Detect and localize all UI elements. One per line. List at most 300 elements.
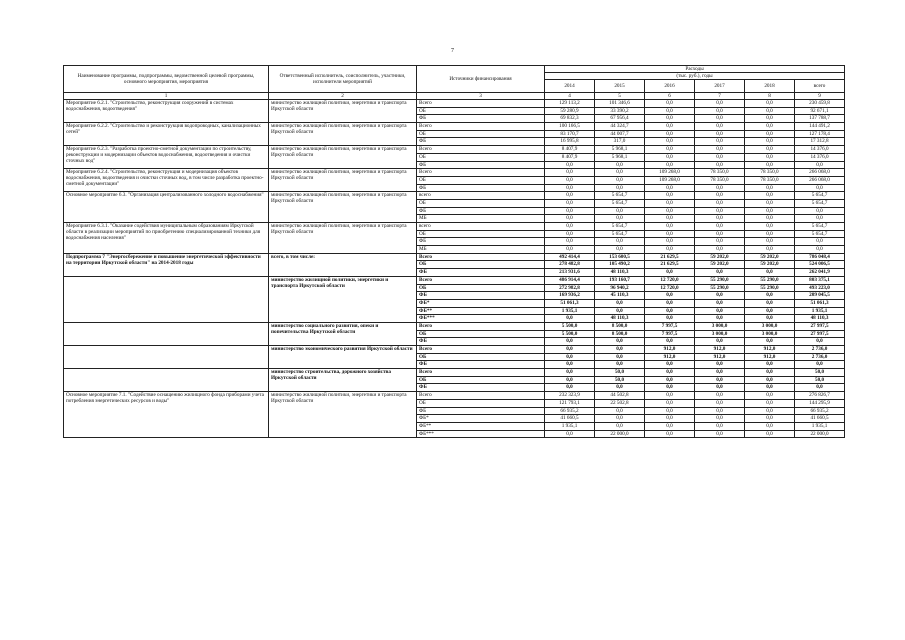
amount-cell: 230 459,8: [795, 100, 845, 108]
table-row: [64, 276, 845, 284]
amount-cell: 33 390,2: [595, 107, 645, 115]
responsible-cell: министерство жилищной политики, энергетики и транспорта Иркутской области: [269, 100, 417, 123]
funding-source-cell: ФБ: [417, 361, 545, 369]
amount-cell: 5 654,7: [595, 223, 645, 231]
amount-cell: 45 110,3: [595, 292, 645, 300]
amount-cell: 1 935,1: [795, 307, 845, 315]
amount-cell: 0,0: [695, 384, 745, 392]
amount-cell: 0,0: [745, 138, 795, 146]
amount-cell: 0,0: [745, 207, 795, 215]
table-row: [64, 100, 845, 108]
funding-source-cell: ОБ: [417, 230, 545, 238]
amount-cell: 1 935,1: [545, 422, 595, 430]
amount-cell: 22 000,0: [595, 430, 645, 438]
amount-cell: 1 935,1: [795, 422, 845, 430]
amount-cell: 493 223,0: [795, 284, 845, 292]
responsible-cell: министерство строительства, дорожного хозяйства Иркутской области: [269, 369, 417, 392]
amount-cell: 272 982,8: [545, 284, 595, 292]
table-row: [64, 253, 845, 261]
amount-cell: 109 268,0: [645, 169, 695, 177]
amount-cell: 0,0: [595, 338, 645, 346]
funding-source-cell: ФБ: [417, 184, 545, 192]
amount-cell: 0,0: [695, 376, 745, 384]
amount-cell: 59 202,0: [695, 253, 745, 261]
budget-table: [63, 65, 845, 438]
funding-source-cell: ОБ: [417, 353, 545, 361]
table-row: [64, 223, 845, 231]
amount-cell: 0,0: [545, 361, 595, 369]
amount-cell: 0,0: [645, 192, 695, 200]
amount-cell: 44 324,7: [595, 123, 645, 131]
amount-cell: 0,0: [545, 353, 595, 361]
amount-cell: 5 654,7: [795, 223, 845, 231]
amount-cell: 5 654,7: [795, 199, 845, 207]
amount-cell: 0,0: [695, 123, 745, 131]
amount-cell: 169 936,2: [545, 292, 595, 300]
amount-cell: 0,0: [545, 176, 595, 184]
amount-cell: 912,0: [745, 353, 795, 361]
header-responsible: Ответственный исполнитель, соисполнитель, участники, исполнители мероприятий: [269, 66, 417, 93]
amount-cell: 0,0: [645, 123, 695, 131]
amount-cell: 0,0: [645, 184, 695, 192]
amount-cell: 0,0: [745, 392, 795, 400]
amount-cell: 0,0: [695, 269, 745, 277]
col-number: 4: [545, 93, 595, 100]
amount-cell: 17 312,8: [795, 138, 845, 146]
amount-cell: 0,0: [695, 369, 745, 377]
amount-cell: 912,0: [745, 346, 795, 354]
amount-cell: 0,0: [795, 161, 845, 169]
table-row: [64, 392, 845, 400]
amount-cell: 0,0: [745, 100, 795, 108]
amount-cell: 55 290,0: [695, 276, 745, 284]
amount-cell: 55 290,0: [745, 284, 795, 292]
amount-cell: 105 490,2: [595, 261, 645, 269]
amount-cell: 50,0: [595, 376, 645, 384]
amount-cell: 50,0: [795, 376, 845, 384]
amount-cell: 0,0: [645, 215, 695, 223]
responsible-cell: министерство жилищной политики, энергетики и транспорта Иркутской области: [269, 192, 417, 223]
program-name-cell: Подпрограмма 7 "Энергосбережение и повышение энергетической эффективности на территории Иркутской области" на 2014-2018 годы: [64, 253, 269, 276]
funding-source-cell: ФБ: [417, 238, 545, 246]
header-year: 2014: [545, 80, 595, 93]
amount-cell: 0,0: [545, 207, 595, 215]
program-name-cell: [64, 276, 269, 322]
amount-cell: 0,0: [795, 246, 845, 254]
program-name-cell: Мероприятие 6.3.1. "Оказание содействия муниципальным образованиям Иркутской области в реализации мероприятий по приобретению специализированной техники для водоснабжения населения": [64, 223, 269, 254]
amount-cell: 0,0: [795, 384, 845, 392]
amount-cell: 0,0: [695, 153, 745, 161]
amount-cell: 22 502,8: [595, 399, 645, 407]
amount-cell: 92 671,1: [795, 107, 845, 115]
amount-cell: 0,0: [695, 146, 745, 154]
amount-cell: 0,0: [545, 184, 595, 192]
amount-cell: 14 376,0: [795, 146, 845, 154]
amount-cell: 50,0: [595, 369, 645, 377]
funding-source-cell: ФБ***: [417, 315, 545, 323]
amount-cell: 0,0: [745, 246, 795, 254]
amount-cell: 0,0: [595, 246, 645, 254]
amount-cell: 3 000,0: [695, 330, 745, 338]
amount-cell: 121 793,1: [545, 399, 595, 407]
amount-cell: 912,0: [695, 346, 745, 354]
amount-cell: 0,0: [595, 407, 645, 415]
amount-cell: 0,0: [695, 422, 745, 430]
responsible-cell: всего, в том числе:: [269, 253, 417, 276]
program-name-cell: [64, 322, 269, 345]
program-name-cell: [64, 346, 269, 369]
amount-cell: 0,0: [595, 161, 645, 169]
amount-cell: 0,0: [695, 338, 745, 346]
amount-cell: 0,0: [695, 299, 745, 307]
amount-cell: 232 323,9: [545, 392, 595, 400]
responsible-cell: министерство социального развития, опеки и попечительства Иркутской области: [269, 322, 417, 345]
amount-cell: 21 629,5: [645, 253, 695, 261]
amount-cell: 0,0: [745, 338, 795, 346]
header-year: 2017: [695, 80, 745, 93]
funding-source-cell: ФБ: [417, 138, 545, 146]
amount-cell: 786 048,4: [795, 253, 845, 261]
amount-cell: 16 995,8: [545, 138, 595, 146]
amount-cell: 0,0: [645, 361, 695, 369]
responsible-cell: министерство жилищной политики, энергетики и транспорта Иркутской области: [269, 392, 417, 438]
funding-source-cell: Всего: [417, 100, 545, 108]
amount-cell: 22 000,0: [795, 430, 845, 438]
amount-cell: 0,0: [595, 346, 645, 354]
table-row: [64, 369, 845, 377]
amount-cell: 0,0: [545, 169, 595, 177]
amount-cell: 0,0: [645, 369, 695, 377]
amount-cell: 0,0: [545, 199, 595, 207]
amount-cell: 3 000,0: [695, 322, 745, 330]
amount-cell: 5 654,7: [795, 230, 845, 238]
amount-cell: 66 935,2: [795, 407, 845, 415]
amount-cell: 83 170,7: [545, 130, 595, 138]
amount-cell: 0,0: [695, 115, 745, 123]
amount-cell: 0,0: [695, 230, 745, 238]
amount-cell: 0,0: [695, 215, 745, 223]
amount-cell: 213 931,6: [545, 269, 595, 277]
amount-cell: 7 997,5: [645, 330, 695, 338]
funding-source-cell: Всего: [417, 146, 545, 154]
amount-cell: 0,0: [745, 315, 795, 323]
funding-source-cell: ОБ: [417, 199, 545, 207]
amount-cell: 0,0: [695, 184, 745, 192]
amount-cell: 0,0: [545, 230, 595, 238]
amount-cell: 0,0: [645, 315, 695, 323]
amount-cell: 0,0: [645, 422, 695, 430]
amount-cell: 1 935,1: [545, 307, 595, 315]
amount-cell: 0,0: [645, 246, 695, 254]
amount-cell: 0,0: [745, 215, 795, 223]
amount-cell: 27 997,5: [795, 330, 845, 338]
amount-cell: 51 061,3: [795, 299, 845, 307]
amount-cell: 0,0: [795, 361, 845, 369]
amount-cell: 0,0: [745, 299, 795, 307]
funding-source-cell: Всего: [417, 369, 545, 377]
amount-cell: 0,0: [645, 384, 695, 392]
amount-cell: 0,0: [645, 376, 695, 384]
header-expenses: Расходы: [545, 66, 845, 73]
amount-cell: 0,0: [645, 107, 695, 115]
funding-source-cell: всего: [417, 223, 545, 231]
amount-cell: 0,0: [695, 199, 745, 207]
amount-cell: 7 997,5: [645, 322, 695, 330]
amount-cell: 0,0: [645, 269, 695, 277]
amount-cell: 0,0: [745, 361, 795, 369]
amount-cell: 0,0: [645, 138, 695, 146]
amount-cell: 41 660,5: [545, 415, 595, 423]
funding-source-cell: ОБ: [417, 130, 545, 138]
responsible-cell: министерство жилищной политики, энергетики и транспорта Иркутской области: [269, 276, 417, 322]
amount-cell: 0,0: [695, 246, 745, 254]
amount-cell: 0,0: [595, 176, 645, 184]
amount-cell: 0,0: [695, 161, 745, 169]
amount-cell: 262 041,9: [795, 269, 845, 277]
funding-source-cell: ФБ: [417, 407, 545, 415]
amount-cell: 0,0: [695, 192, 745, 200]
amount-cell: 193 160,7: [595, 276, 645, 284]
amount-cell: 0,0: [645, 399, 695, 407]
amount-cell: 317,0: [595, 138, 645, 146]
funding-source-cell: ОБ: [417, 107, 545, 115]
amount-cell: 0,0: [595, 361, 645, 369]
funding-source-cell: Всего: [417, 276, 545, 284]
amount-cell: 0,0: [545, 223, 595, 231]
funding-source-cell: ФБ*: [417, 299, 545, 307]
amount-cell: 0,0: [645, 299, 695, 307]
header-unit: (тыс. руб.), годы: [545, 73, 845, 80]
funding-source-cell: МБ: [417, 246, 545, 254]
amount-cell: 803 375,1: [795, 276, 845, 284]
amount-cell: 0,0: [645, 307, 695, 315]
amount-cell: 0,0: [595, 184, 645, 192]
amount-cell: 5 654,7: [595, 192, 645, 200]
funding-source-cell: ОБ: [417, 284, 545, 292]
col-number: 8: [745, 93, 795, 100]
amount-cell: 5 654,7: [595, 230, 645, 238]
amount-cell: 44 007,7: [595, 130, 645, 138]
amount-cell: 0,0: [645, 392, 695, 400]
amount-cell: 109 268,0: [645, 176, 695, 184]
amount-cell: 0,0: [745, 422, 795, 430]
funding-source-cell: ОБ: [417, 261, 545, 269]
funding-source-cell: Всего: [417, 123, 545, 131]
amount-cell: 3 000,0: [745, 330, 795, 338]
amount-cell: 0,0: [745, 146, 795, 154]
table-row: [64, 192, 845, 200]
amount-cell: 209 045,5: [795, 292, 845, 300]
amount-cell: 48 110,3: [795, 315, 845, 323]
header-source: Источники финансирования: [417, 66, 545, 93]
amount-cell: 0,0: [645, 415, 695, 423]
amount-cell: 0,0: [695, 292, 745, 300]
header-year: 2015: [595, 80, 645, 93]
amount-cell: 0,0: [745, 223, 795, 231]
amount-cell: 14 376,0: [795, 153, 845, 161]
col-number: 3: [417, 93, 545, 100]
amount-cell: 0,0: [645, 292, 695, 300]
funding-source-cell: ФБ**: [417, 422, 545, 430]
amount-cell: 12 720,0: [645, 276, 695, 284]
amount-cell: 0,0: [545, 346, 595, 354]
amount-cell: 59 202,0: [745, 261, 795, 269]
funding-source-cell: МБ: [417, 215, 545, 223]
funding-source-cell: ФБ: [417, 384, 545, 392]
amount-cell: 127 178,4: [795, 130, 845, 138]
responsible-cell: министерство жилищной политики, энергетики и транспорта Иркутской области: [269, 223, 417, 254]
amount-cell: 266 068,0: [795, 169, 845, 177]
header-year: 2016: [645, 80, 695, 93]
amount-cell: 0,0: [745, 384, 795, 392]
funding-source-cell: Всего: [417, 392, 545, 400]
col-number: 5: [595, 93, 645, 100]
amount-cell: 0,0: [645, 161, 695, 169]
funding-source-cell: всего: [417, 192, 545, 200]
amount-cell: 0,0: [695, 430, 745, 438]
funding-source-cell: ФБ: [417, 269, 545, 277]
amount-cell: 12 720,0: [645, 284, 695, 292]
amount-cell: 492 414,4: [545, 253, 595, 261]
amount-cell: 0,0: [545, 161, 595, 169]
funding-source-cell: ФБ: [417, 207, 545, 215]
amount-cell: 100 166,5: [545, 123, 595, 131]
funding-source-cell: ОБ: [417, 153, 545, 161]
funding-source-cell: Всего: [417, 253, 545, 261]
amount-cell: 0,0: [695, 307, 745, 315]
table-row: [64, 346, 845, 354]
funding-source-cell: ОБ: [417, 399, 545, 407]
amount-cell: 0,0: [795, 238, 845, 246]
funding-source-cell: ФБ: [417, 161, 545, 169]
amount-cell: 0,0: [695, 392, 745, 400]
amount-cell: 8 407,9: [545, 146, 595, 154]
amount-cell: 0,0: [695, 238, 745, 246]
amount-cell: 0,0: [745, 238, 795, 246]
col-number: 7: [695, 93, 745, 100]
amount-cell: 0,0: [545, 238, 595, 246]
amount-cell: 2 736,0: [795, 353, 845, 361]
amount-cell: 0,0: [595, 207, 645, 215]
amount-cell: 0,0: [745, 115, 795, 123]
funding-source-cell: ФБ: [417, 292, 545, 300]
amount-cell: 0,0: [745, 153, 795, 161]
amount-cell: 0,0: [745, 292, 795, 300]
amount-cell: 276 826,7: [795, 392, 845, 400]
amount-cell: 0,0: [745, 184, 795, 192]
amount-cell: 59 202,0: [695, 261, 745, 269]
amount-cell: 144 295,9: [795, 399, 845, 407]
amount-cell: 0,0: [545, 338, 595, 346]
program-name-cell: Мероприятие 6.2.1. "Строительство, реконструкция сооружений в системах водоснабжения, водоотведения": [64, 100, 269, 123]
amount-cell: 0,0: [695, 107, 745, 115]
responsible-cell: министерство жилищной политики, энергетики и транспорта Иркутской области: [269, 123, 417, 146]
amount-cell: 0,0: [745, 399, 795, 407]
col-number: 6: [645, 93, 695, 100]
amount-cell: 0,0: [745, 376, 795, 384]
amount-cell: 0,0: [545, 192, 595, 200]
amount-cell: 69 832,3: [545, 115, 595, 123]
amount-cell: 2 736,0: [795, 346, 845, 354]
table-row: [64, 146, 845, 154]
amount-cell: 0,0: [645, 199, 695, 207]
responsible-cell: министерство экономического развития Иркутской области: [269, 346, 417, 369]
amount-cell: 51 061,3: [545, 299, 595, 307]
header-total: всего: [795, 80, 845, 93]
amount-cell: 0,0: [695, 361, 745, 369]
amount-cell: 78 350,0: [695, 169, 745, 177]
header-year: 2018: [745, 80, 795, 93]
program-name-cell: Мероприятие 6.2.2. "Строительство и реконструкция водопроводных, канализационных сетей": [64, 123, 269, 146]
amount-cell: 8 407,9: [545, 153, 595, 161]
amount-cell: 0,0: [795, 207, 845, 215]
amount-cell: 5 500,0: [545, 322, 595, 330]
col-number: 9: [795, 93, 845, 100]
amount-cell: 21 629,5: [645, 261, 695, 269]
amount-cell: 96 940,2: [595, 284, 645, 292]
amount-cell: 0,0: [545, 384, 595, 392]
amount-cell: 0,0: [695, 223, 745, 231]
amount-cell: 44 502,8: [595, 392, 645, 400]
amount-cell: 0,0: [745, 430, 795, 438]
amount-cell: 0,0: [745, 123, 795, 131]
amount-cell: 50,0: [795, 369, 845, 377]
amount-cell: 0,0: [745, 161, 795, 169]
header-name: Наименование программы, подпрограммы, ведомственной целевой программы, основного мероприятия, мероприятия: [64, 66, 269, 93]
amount-cell: 0,0: [545, 215, 595, 223]
amount-cell: 0,0: [595, 238, 645, 246]
amount-cell: 0,0: [745, 230, 795, 238]
amount-cell: 55 290,0: [745, 276, 795, 284]
table-row: [64, 123, 845, 131]
amount-cell: 41 660,5: [795, 415, 845, 423]
amount-cell: 67 956,4: [595, 115, 645, 123]
amount-cell: 0,0: [695, 100, 745, 108]
amount-cell: 0,0: [595, 215, 645, 223]
amount-cell: 0,0: [745, 369, 795, 377]
amount-cell: 912,0: [645, 353, 695, 361]
amount-cell: 0,0: [695, 407, 745, 415]
amount-cell: 0,0: [545, 246, 595, 254]
amount-cell: 8 500,0: [595, 322, 645, 330]
program-name-cell: Мероприятие 6.2.4. "Строительство, реконструкция и модернизация объектов водоснабжения, водоотведения и очистки сточных вод, в том числе разработка проектно-сметной документации": [64, 169, 269, 192]
amount-cell: 78 350,0: [695, 176, 745, 184]
amount-cell: 0,0: [645, 338, 695, 346]
funding-source-cell: Всего: [417, 169, 545, 177]
amount-cell: 0,0: [695, 138, 745, 146]
responsible-cell: министерство жилищной политики, энергетики и транспорта Иркутской области: [269, 169, 417, 192]
amount-cell: 153 600,5: [595, 253, 645, 261]
amount-cell: 0,0: [745, 130, 795, 138]
program-name-cell: Мероприятие 6.2.3. "Разработка проектно-сметной документации по строительству, реконструкции и модернизации объектов водоснабжения, водоотведения и очистки сточных вод": [64, 146, 269, 169]
amount-cell: 486 914,4: [545, 276, 595, 284]
amount-cell: 59 280,9: [545, 107, 595, 115]
amount-cell: 5 654,7: [795, 192, 845, 200]
table-row: [64, 169, 845, 177]
amount-cell: 0,0: [795, 338, 845, 346]
amount-cell: 0,0: [595, 299, 645, 307]
amount-cell: 48 110,3: [595, 269, 645, 277]
amount-cell: 0,0: [645, 407, 695, 415]
amount-cell: 0,0: [645, 430, 695, 438]
amount-cell: 0,0: [545, 430, 595, 438]
amount-cell: 78 350,0: [745, 169, 795, 177]
col-number: 2: [269, 93, 417, 100]
funding-source-cell: Всего: [417, 346, 545, 354]
amount-cell: 524 006,5: [795, 261, 845, 269]
amount-cell: 266 068,0: [795, 176, 845, 184]
funding-source-cell: Всего: [417, 322, 545, 330]
